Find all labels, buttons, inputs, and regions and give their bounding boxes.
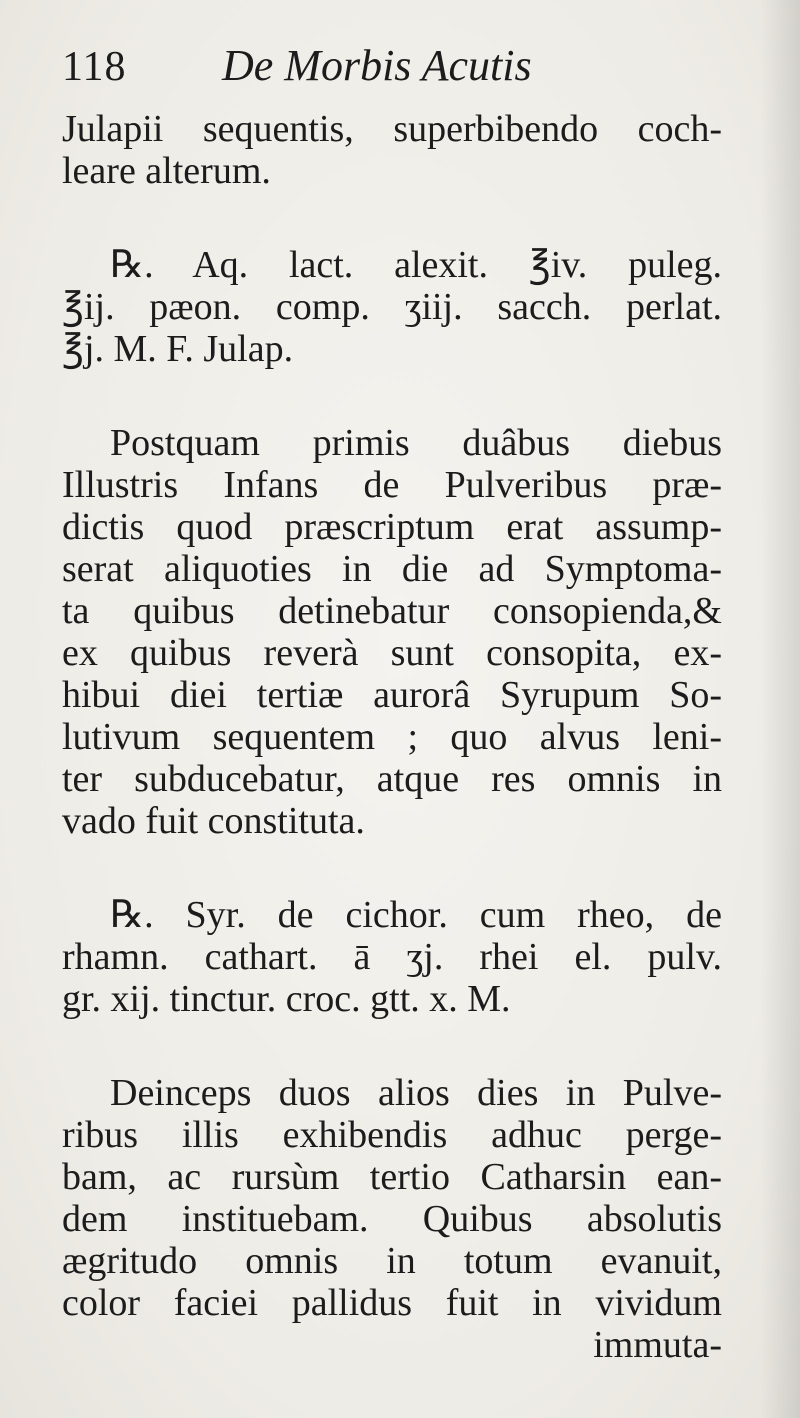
paragraph-deinceps bbox=[62, 1072, 722, 1366]
text-line: hibui diei tertiæ aurorâ Syrupum So- bbox=[62, 674, 722, 716]
prescription-julap-cont bbox=[62, 286, 722, 370]
page-number: 118 bbox=[62, 44, 127, 90]
paragraph-julapii bbox=[62, 108, 722, 192]
text-line: ter subducebatur, atque res omnis in bbox=[62, 758, 722, 800]
running-title: De Morbis Acutis bbox=[222, 41, 532, 90]
text-line: color faciei pallidus fuit in vividum bbox=[62, 1282, 722, 1324]
page-edge-shadow bbox=[760, 0, 800, 1418]
text-line: ex quibus reverà sunt consopita, ex- bbox=[62, 632, 722, 674]
text-line: ℞. Aq. lact. alexit. ℥iv. puleg. bbox=[110, 244, 722, 286]
text-line: serat aliquoties in die ad Symptoma- bbox=[62, 548, 722, 590]
text-line: ribus illis exhibendis adhuc perge- bbox=[62, 1114, 722, 1156]
text-line: Postquam primis duâbus diebus bbox=[110, 422, 722, 464]
text-line: Illustris Infans de Pulveribus præ- bbox=[62, 464, 722, 506]
prescription-syrup bbox=[62, 894, 722, 1020]
text-line: ta quibus detinebatur consopienda,& bbox=[62, 590, 722, 632]
running-head bbox=[62, 40, 722, 104]
page-text bbox=[62, 40, 722, 1366]
text-line: gr. xij. tinctur. croc. gtt. x. M. bbox=[62, 978, 511, 1020]
text-line: rhamn. cathart. ā ʒj. rhei el. pulv. bbox=[62, 936, 722, 978]
text-line: Julapii sequentis, superbibendo coch- bbox=[62, 108, 722, 150]
text-line: Deinceps duos alios dies in Pulve- bbox=[110, 1072, 722, 1114]
text-line: ℥j. M. F. Julap. bbox=[62, 328, 294, 370]
text-line: ℞. Syr. de cichor. cum rheo, de bbox=[110, 894, 722, 936]
text-line: dem instituebam. Quibus absolutis bbox=[62, 1198, 722, 1240]
text-line: leare alterum. bbox=[62, 150, 271, 192]
text-line: ægritudo omnis in totum evanuit, bbox=[62, 1240, 722, 1282]
text-line: vado fuit constituta. bbox=[62, 800, 365, 842]
paragraph-postquam bbox=[62, 422, 722, 842]
text-line: lutivum sequentem ; quo alvus leni- bbox=[62, 716, 722, 758]
prescription-julap bbox=[62, 244, 722, 286]
catchword: immuta- bbox=[593, 1324, 722, 1366]
text-line: dictis quod præscriptum erat assump- bbox=[62, 506, 722, 548]
text-line: ℥ij. pæon. comp. ʒiij. sacch. perlat. bbox=[62, 286, 722, 328]
text-line: bam, ac rursùm tertio Catharsin ean- bbox=[62, 1156, 722, 1198]
